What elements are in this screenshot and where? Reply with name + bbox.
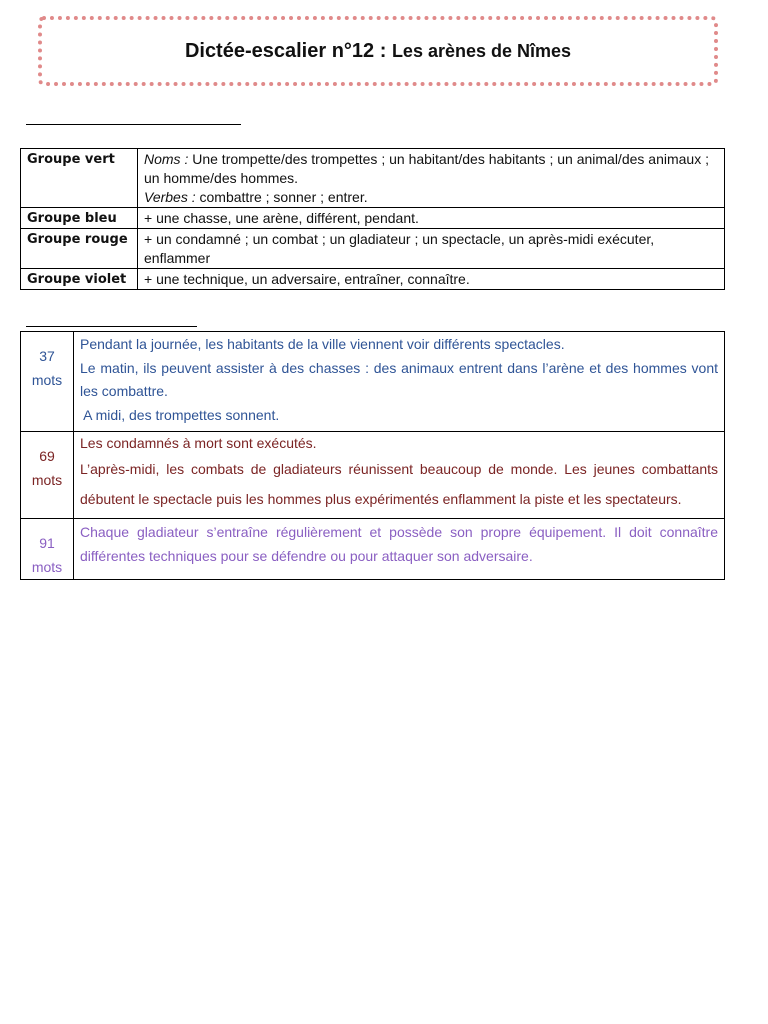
text-line: Les condamnés à mort sont exécutés. bbox=[80, 435, 317, 451]
word-count-number: 69 bbox=[39, 448, 55, 464]
word-count bbox=[21, 432, 74, 519]
word-count-unit: mots bbox=[31, 559, 63, 575]
title-subject: Les arènes de Nîmes bbox=[391, 40, 572, 61]
text-line: Pendant la journée, les habitants de la ville viennent voir différents spectacles. bbox=[80, 336, 565, 352]
text-line: Le matin, ils peuvent assister à des chasses : des animaux entrent dans l’arène et des hommes vont les combattre. bbox=[80, 359, 718, 399]
dictation-text bbox=[74, 332, 725, 432]
group-row-rouge bbox=[21, 229, 725, 269]
text-line: A midi, des trompettes sonnent. bbox=[80, 406, 280, 423]
date-line bbox=[26, 326, 197, 327]
group-label: Groupe rouge bbox=[21, 229, 138, 269]
dictation-row bbox=[21, 332, 725, 432]
group-words: + un condamné ; un combat ; un gladiateur ; un spectacle, un après-midi exécuter, enflammer bbox=[138, 229, 725, 269]
title-main: Dictée-escalier n°12 : bbox=[184, 39, 387, 62]
dictation-table bbox=[20, 331, 725, 580]
group-label: Groupe violet bbox=[21, 269, 138, 290]
text-line: Chaque gladiateur s’entraîne régulièrement et possède son propre équipement. Il doit connaître différentes techniques pour se défendre ou pour attaquer son adversaire. bbox=[80, 524, 718, 564]
word-count bbox=[21, 519, 74, 580]
word-count-unit: mots bbox=[31, 372, 63, 388]
group-row-violet bbox=[21, 269, 725, 290]
group-words bbox=[138, 149, 725, 208]
verbes-list: combattre ; sonner ; entrer. bbox=[199, 189, 368, 205]
word-count-number: 91 bbox=[39, 535, 55, 551]
text-line: L’après-midi, les combats de gladiateurs réunissent beaucoup de monde. Les jeunes combattants débutent le spectacle puis les hommes plus expérimentés enflamment la piste et les spectateurs. bbox=[80, 461, 718, 507]
noms-list: Une trompette/des trompettes ; un habitant/des habitants ; un animal/des animaux ; un homme/des hommes. bbox=[144, 151, 709, 186]
group-label: Groupe bleu bbox=[21, 208, 138, 229]
group-row-bleu bbox=[21, 208, 725, 229]
word-count-unit: mots bbox=[31, 472, 63, 488]
word-count-number: 37 bbox=[39, 348, 55, 364]
group-words: + une technique, un adversaire, entraîner, connaître. bbox=[138, 269, 725, 290]
name-line bbox=[26, 124, 241, 125]
word-count bbox=[21, 332, 74, 432]
title-box bbox=[38, 16, 718, 86]
noms-label: Noms : bbox=[144, 151, 189, 167]
dictation-text bbox=[74, 519, 725, 580]
group-label: Groupe vert bbox=[21, 149, 138, 208]
group-words: + une chasse, une arène, différent, pendant. bbox=[138, 208, 725, 229]
dictation-row bbox=[21, 519, 725, 580]
dictation-row bbox=[21, 432, 725, 519]
page-title bbox=[185, 40, 571, 63]
verbes-label: Verbes : bbox=[144, 189, 196, 205]
group-row-vert bbox=[21, 149, 725, 208]
vocabulary-table bbox=[20, 148, 725, 290]
dictation-text bbox=[74, 432, 725, 519]
